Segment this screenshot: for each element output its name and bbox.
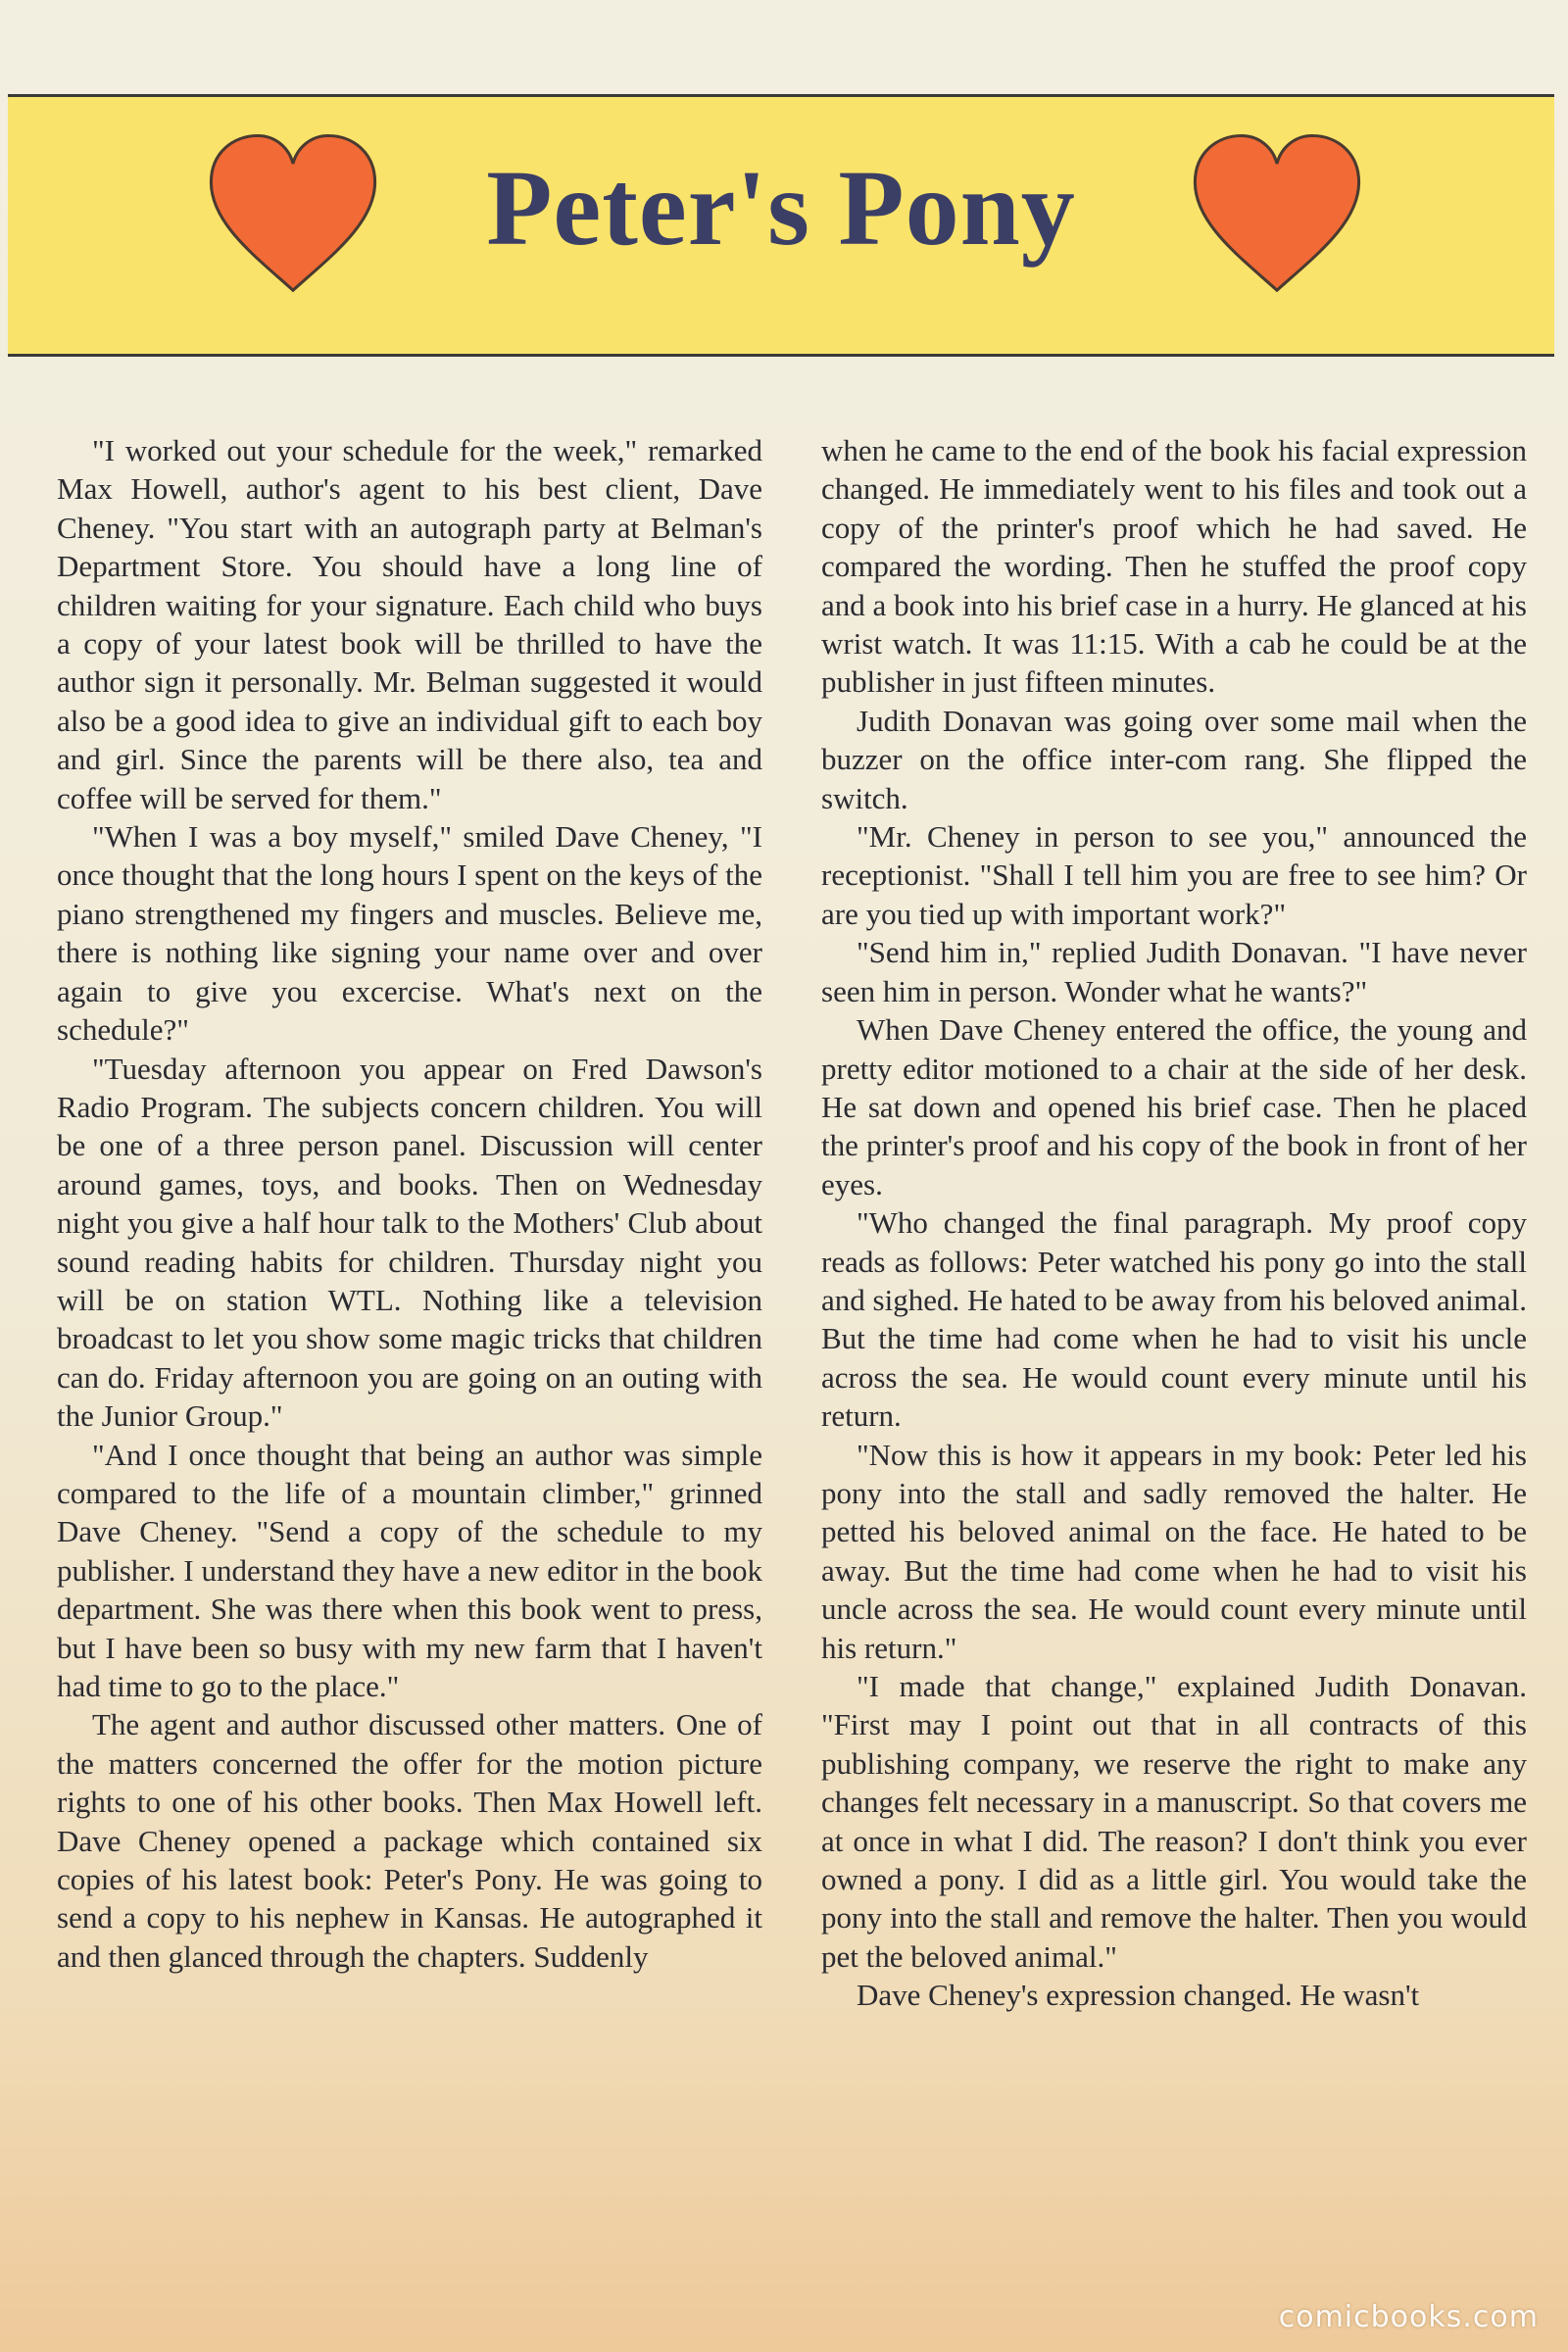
site-watermark: comicbooks.com [1278,2300,1539,2334]
paragraph: "Now this is how it appears in my book: Peter led his pony into the stall and sadly removed the halter. He petted his beloved animal on the face. He hated to be away. But the time had come when he had to visit his uncle across the sea. He would count every minute until his return." [821,1437,1527,1665]
left-column [57,431,762,2254]
heart-icon [1184,126,1370,313]
paragraph: Judith Donavan was going over some mail when the buzzer on the office inter-com rang. She flipped the switch. [821,703,1527,815]
paragraph: "I worked out your schedule for the week," remarked Max Howell, author's agent to his best client, Dave Cheney. "You start with an autograph party at Belman's Department Store. You should have a long line of children waiting for your signature. Each child who buys a copy of your latest book will be thrilled to have the author sign it personally. Mr. Belman suggested it would also be a good idea to give an individual gift to each boy and girl. Since the parents will be there also, tea and coffee will be served for them." [57,433,762,815]
paragraph: Dave Cheney's expression changed. He wasn't [857,1978,1420,2013]
paragraph: "I made that change," explained Judith Donavan. "First may I point out that in all contracts of this publishing company, we reserve the right to make any changes felt necessary in a manuscript. So that covers me at once in what I did. The reason? I don't think you ever owned a pony. I did as a little girl. You would take the pony into the stall and remove the halter. Then you would pet the beloved animal." [821,1669,1527,1974]
paragraph: "And I once thought that being an author was simple compared to the life of a mountain climber," grinned Dave Cheney. "Send a copy of the schedule to my publisher. I understand they have a new editor in the book department. She was there when this book went to press, but I have been so busy with my new farm that I haven't had time to go to the place." [57,1437,762,1703]
story-title: Peter's Pony [486,148,1076,268]
paragraph: "Send him in," replied Judith Donavan. "I have never seen him in person. Wonder what he wants?" [821,935,1527,1008]
paragraph: when he came to the end of the book his facial expression changed. He immediately went to his files and took out a copy of the printer's proof which he had saved. He compared the wording. Then he stuffed the proof copy and a book into his brief case in a hurry. He glanced at his wrist watch. It was 11:15. With a cab he could be at the publisher in just fifteen minutes. [821,433,1527,700]
story-body [57,431,1527,2254]
paragraph: When Dave Cheney entered the office, the young and pretty editor motioned to a chair at the side of her desk. He sat down and opened his brief case. Then he placed the printer's proof and his copy of the book in front of her eyes. [821,1012,1527,1201]
paragraph: "Who changed the final paragraph. My proof copy reads as follows: Peter watched his pony go into the stall and sighed. He hated to be away from his beloved animal. But the time had come when he had to visit his uncle across the sea. He would count every minute until his return. [821,1205,1527,1434]
paragraph: "Mr. Cheney in person to see you," announced the receptionist. "Shall I tell him you are free to see him? Or are you tied up with important work?" [821,819,1527,931]
right-column [821,431,1527,2254]
paragraph: "Tuesday afternoon you appear on Fred Dawson's Radio Program. The subjects concern children. You will be one of a three person panel. Discussion will center around games, toys, and books. Then on Wednesday night you give a half hour talk to the Mothers' Club about sound reading habits for children. Thursday night you will be on station WTL. Nothing like a television broadcast to let you show some magic tricks that children can do. Friday afternoon you are going on an outing with the Junior Group." [57,1051,762,1434]
title-banner [8,94,1554,357]
paragraph: The agent and author discussed other matters. One of the matters concerned the offer for the motion picture rights to one of his other books. Then Max Howell left. Dave Cheney opened a package which contained six copies of his latest book: Peter's Pony. He was going to send a copy to his nephew in Kansas. He autographed it and then glanced through the chapters. Suddenly [57,1707,762,1974]
paragraph: "When I was a boy myself," smiled Dave Cheney, "I once thought that the long hours I spent on the keys of the piano strengthened my fingers and muscles. Believe me, there is nothing like signing your name over and over again to give you excercise. What's next on the schedule?" [57,819,762,1048]
